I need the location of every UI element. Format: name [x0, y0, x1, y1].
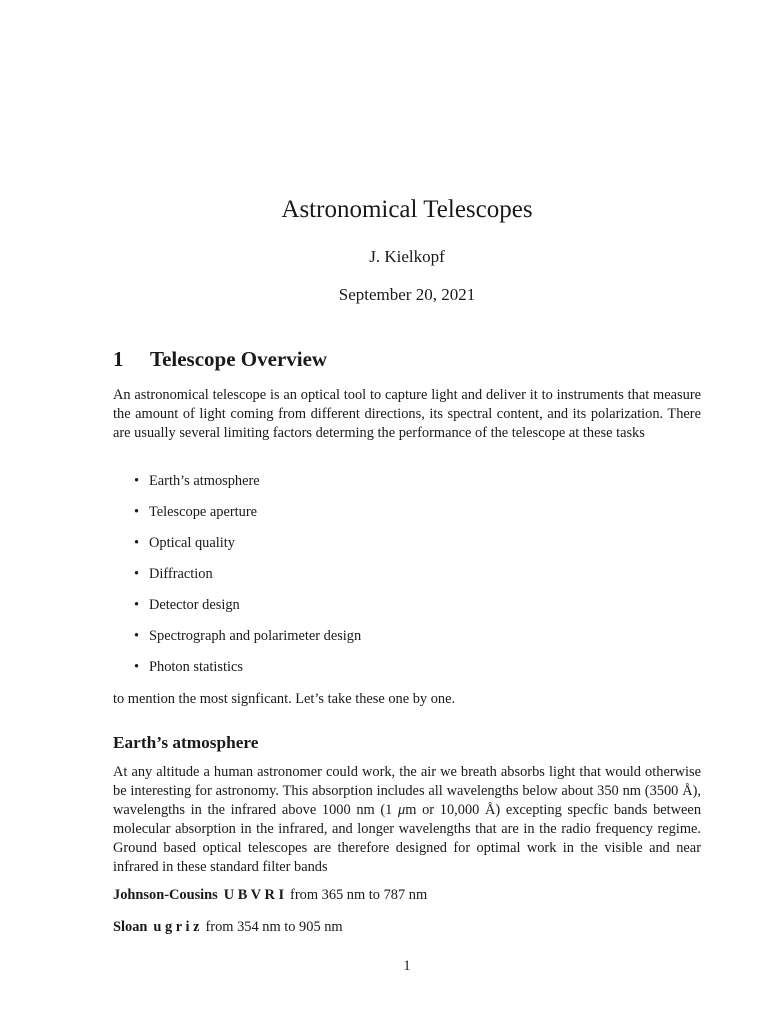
bullet-icon: • — [134, 566, 140, 582]
band-range: from 365 nm to 787 nm — [290, 887, 428, 903]
paper-title: Astronomical Telescopes — [281, 196, 533, 223]
list-item: • Diffraction — [134, 566, 213, 582]
bullet-icon: • — [134, 473, 140, 489]
list-item: • Detector design — [134, 597, 240, 613]
bullet-icon: • — [134, 659, 140, 675]
bullet-icon: • — [134, 628, 140, 644]
subsection-heading: Earth’s atmosphere — [113, 733, 259, 752]
section-heading — [113, 345, 327, 373]
band-name: Johnson-Cousins — [113, 887, 218, 903]
section-title: Telescope Overview — [150, 347, 328, 371]
intro-paragraph: An astronomical telescope is an optical tool to capture light and deliver it to instruments that measure the amount of light coming from different directions, its spectral content, and its polarization. There are usually several limiting factors determing the performance of the telescope at these tasks — [113, 387, 701, 441]
filter-band-johnson-cousins — [113, 886, 427, 905]
list-item: • Spectrograph and polarimeter design — [134, 628, 362, 644]
list-item: • Earth’s atmosphere — [134, 473, 260, 489]
paper-date: September 20, 2021 — [338, 285, 476, 304]
bullet-icon: • — [134, 597, 140, 613]
atmosphere-paragraph: At any altitude a human astronomer could work, the air we breath absorbs light that would otherwise be interesting for astronomy. This absorption includes all wavelengths below about 350 nm (3500 Å), wavelengths in the infrared above 1000 nm (1 μm or 10,000 Å) excepting specfic bands between molecular absorption in the infrared, and longer wavelengths that are in the radio frequency regime. Ground based optical telescopes are therefore designed for optimal work in the visible and near infrared in these standard filter bands — [113, 764, 702, 875]
band-range: from 354 nm to 905 nm — [205, 919, 343, 935]
list-item: • Telescope aperture — [134, 504, 258, 520]
band-name: Sloan — [113, 919, 148, 935]
band-letters: U B V R I — [223, 887, 285, 903]
mu-symbol: μ — [398, 802, 406, 818]
list-item: • Photon statistics — [134, 659, 243, 675]
filter-band-sloan — [113, 918, 343, 937]
bullet-icon: • — [134, 535, 140, 551]
section-number: 1 — [113, 347, 124, 371]
page-number: 1 — [403, 958, 411, 974]
band-letters: u g r i z — [153, 919, 200, 935]
after-list-paragraph: to mention the most signficant. Let’s take these one by one. — [113, 691, 456, 707]
bullet-icon: • — [134, 504, 140, 520]
limiting-factors-list — [113, 472, 701, 689]
paper-author: J. Kielkopf — [369, 247, 445, 266]
list-item: • Optical quality — [134, 535, 235, 551]
